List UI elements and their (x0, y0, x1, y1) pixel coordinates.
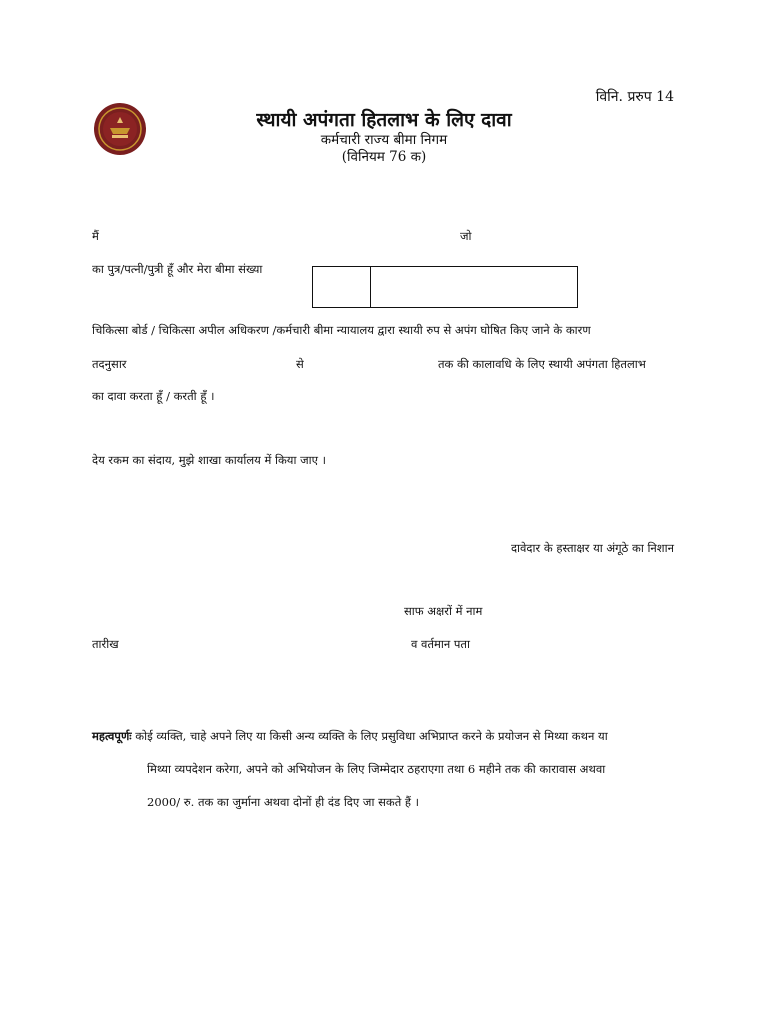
insurance-number-cell-1[interactable] (313, 267, 371, 307)
signature-label: दावेदार के हस्ताक्षर या अंगूठे का निशान (510, 541, 674, 555)
date-label: तारीख (92, 637, 119, 651)
relation-label: का पुत्र/पत्नी/पुत्री हूँ और मेरा बीमा संख्या (92, 262, 263, 276)
important-text-1: कोई व्यक्ति, चाहे अपने लिए या किसी अन्य व्यक्ति के लिए प्रसुविधा अभिप्राप्त करने के प्रयोजन से मिथ्या कथन या (135, 729, 608, 743)
regulation-reference: (विनियम 76 क) (341, 149, 427, 165)
important-note-line-2: मिथ्या व्यपदेशन करेगा, अपने को अभियोजन के लिए जिम्मेदार ठहराएगा तथा 6 महीने तक की कारावास अथवा (147, 762, 606, 776)
insurance-number-cell-2[interactable] (371, 267, 577, 307)
important-note-line-3: 2000/ रु. तक का जुर्माना अथवा दोनों ही दंड दिए जा सकते हैं । (147, 795, 420, 809)
declaration-line: चिकित्सा बोर्ड / चिकित्सा अपील अधिकरण /कर्मचारी बीमा न्यायालय द्वारा स्थायी रुप से अपंग घोषित किए जाने के कारण (92, 323, 591, 337)
from-label: से (296, 357, 304, 371)
form-title: स्थायी अपंगता हितलाभ के लिए दावा (256, 109, 512, 131)
form-number: विनि. प्ररुप 14 (595, 89, 674, 105)
period-label: तक की कालावधि के लिए स्थायी अपंगता हितलाभ (438, 357, 646, 371)
claim-statement: का दावा करता हूँ / करती हूँ । (92, 389, 215, 403)
who-label: जो (460, 229, 472, 243)
insurance-number-box[interactable] (312, 266, 578, 308)
important-note-line-1 (92, 729, 608, 744)
claimant-name-label: मैं (92, 229, 99, 243)
payment-instruction: देय रकम का संदाय, मुझे शाखा कार्यालय में किया जाए । (92, 453, 326, 467)
address-label: व वर्तमान पता (411, 637, 470, 651)
accordingly-label: तदनुसार (92, 357, 127, 371)
important-heading: महत्वपूर्णः (92, 729, 132, 743)
name-in-block-letters-label: साफ अक्षरों में नाम (404, 604, 483, 618)
organization-name: कर्मचारी राज्य बीमा निगम (320, 132, 448, 148)
